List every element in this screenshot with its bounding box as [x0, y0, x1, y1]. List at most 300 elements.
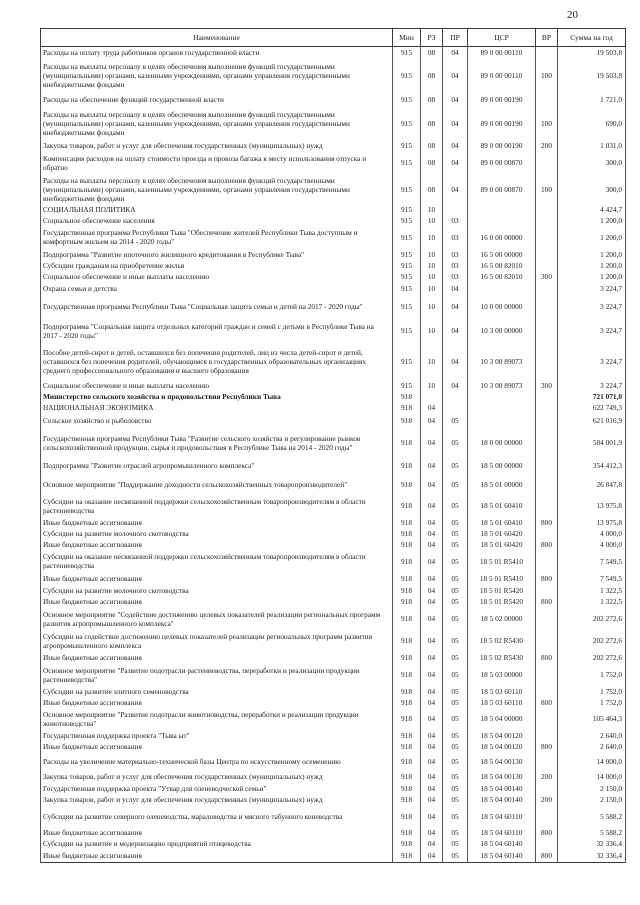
column-header-section: РЗ [421, 29, 443, 47]
cell-target-article: 10 3 00 00000 [468, 319, 536, 343]
cell-name: Государственная программа Республики Тыва "Обеспечение жителей Республики Тыва доступным и комфортным жильем на 2014 - 2020 годы" [41, 226, 393, 249]
cell-name: Субсидии на развитие и модернизацию предприятий птицеводства [41, 838, 393, 849]
table-row [41, 608, 626, 630]
table-row [41, 652, 626, 664]
cell-expense-type: 800 [536, 741, 558, 752]
cell-annual-sum: 354 412,3 [558, 457, 626, 475]
table-row [41, 573, 626, 585]
cell-subsection: 04 [443, 107, 468, 140]
cell-subsection: 05 [443, 573, 468, 585]
column-header-expense-type: ВР [536, 29, 558, 47]
cell-subsection: 05 [443, 413, 468, 429]
cell-annual-sum: 1 200,0 [558, 260, 626, 271]
table-row [41, 539, 626, 550]
cell-annual-sum: 1 200,0 [558, 249, 626, 260]
cell-annual-sum: 14 000,0 [558, 771, 626, 783]
table-row [41, 475, 626, 495]
cell-ministry: 918 [393, 686, 421, 697]
table-row [41, 838, 626, 849]
table-row [41, 783, 626, 794]
cell-expense-type [536, 226, 558, 249]
cell-name: Субсидии на оказание несвязанной поддержки сельскохозяйственным товаропроизводителям в области растениеводства [41, 495, 393, 517]
cell-target-article: 18 5 01 R5410 [468, 550, 536, 573]
table-row [41, 271, 626, 282]
cell-ministry: 918 [393, 402, 421, 413]
cell-ministry: 918 [393, 550, 421, 573]
table-row [41, 771, 626, 783]
cell-target-article: 18 5 01 R5420 [468, 596, 536, 608]
cell-name: Субсидии на содействие достижению целевых показателей реализации региональных программ развития агропромышленного комплекса [41, 630, 393, 652]
cell-subsection: 04 [443, 47, 468, 59]
cell-name: Иные бюджетные ассигнования [41, 573, 393, 585]
cell-section: 04 [421, 573, 443, 585]
cell-section: 04 [421, 402, 443, 413]
cell-target-article: 18 5 04 00140 [468, 794, 536, 806]
cell-expense-type [536, 93, 558, 107]
cell-name: Расходы на выплаты персоналу в целях обеспечения выполнения функций государственными (муниципальными) органами, казенными учреждениями, органами управления государственными внебюджетными фондами [41, 174, 393, 205]
cell-expense-type: 800 [536, 849, 558, 863]
cell-expense-type [536, 152, 558, 174]
cell-section: 04 [421, 697, 443, 708]
table-row [41, 517, 626, 528]
cell-subsection [443, 205, 468, 215]
cell-subsection [443, 402, 468, 413]
cell-expense-type: 800 [536, 827, 558, 838]
cell-section: 04 [421, 608, 443, 630]
cell-section: 10 [421, 226, 443, 249]
cell-name: Иные бюджетные ассигнования [41, 652, 393, 664]
cell-target-article: 18 5 03 60110 [468, 697, 536, 708]
cell-name: Основное мероприятие "Развитие подотрасли животноводства, переработки и реализации продукции животноводства" [41, 708, 393, 730]
cell-section: 04 [421, 429, 443, 457]
cell-annual-sum: 3 224,7 [558, 319, 626, 343]
cell-section: 08 [421, 107, 443, 140]
cell-section: 04 [421, 630, 443, 652]
cell-section: 04 [421, 475, 443, 495]
cell-annual-sum: 19 503,8 [558, 47, 626, 59]
column-header-name: Наименование [41, 29, 393, 47]
budget-table [40, 28, 626, 863]
table-row [41, 585, 626, 596]
cell-ministry: 918 [393, 608, 421, 630]
cell-name: Субсидии на развитие элитного семеноводства [41, 686, 393, 697]
cell-annual-sum: 1 322,5 [558, 596, 626, 608]
cell-ministry: 918 [393, 585, 421, 596]
cell-annual-sum: 1 200,0 [558, 271, 626, 282]
cell-name: Охрана семьи и детства [41, 282, 393, 295]
cell-ministry: 918 [393, 573, 421, 585]
cell-subsection: 05 [443, 528, 468, 539]
cell-expense-type [536, 708, 558, 730]
cell-target-article: 18 5 00 00000 [468, 457, 536, 475]
cell-annual-sum: 2 150,0 [558, 783, 626, 794]
cell-name: Основное мероприятие "Содействие достижению целевых показателей реализации региональных программ развития агропромышленного комплекса" [41, 608, 393, 630]
cell-target-article: 18 5 04 00120 [468, 741, 536, 752]
cell-ministry: 915 [393, 107, 421, 140]
cell-name: Субсидии на развитие молочного скотоводства [41, 585, 393, 596]
column-header-subsection: ПР [443, 29, 468, 47]
cell-target-article [468, 282, 536, 295]
cell-expense-type [536, 295, 558, 319]
cell-annual-sum: 584 001,9 [558, 429, 626, 457]
cell-name: Подпрограмма "Развитие ипотечного жилищного кредитования в Республике Тыва" [41, 249, 393, 260]
cell-name: Министерство сельского хозяйства и продовольствия Республики Тыва [41, 391, 393, 402]
cell-ministry: 918 [393, 741, 421, 752]
cell-subsection: 03 [443, 271, 468, 282]
cell-target-article: 18 5 01 60420 [468, 528, 536, 539]
cell-expense-type: 800 [536, 517, 558, 528]
cell-target-article: 18 5 04 60110 [468, 827, 536, 838]
cell-target-article: 18 5 01 00000 [468, 475, 536, 495]
cell-annual-sum: 721 071,0 [558, 391, 626, 402]
cell-subsection: 05 [443, 838, 468, 849]
cell-annual-sum: 32 336,4 [558, 849, 626, 863]
cell-ministry: 915 [393, 226, 421, 249]
cell-name: Субсидии гражданам на приобретение жилья [41, 260, 393, 271]
table-row [41, 47, 626, 59]
cell-annual-sum: 4 424,7 [558, 205, 626, 215]
cell-subsection [443, 391, 468, 402]
cell-name: Иные бюджетные ассигнования [41, 827, 393, 838]
cell-section: 08 [421, 59, 443, 93]
cell-subsection: 04 [443, 152, 468, 174]
cell-ministry: 918 [393, 708, 421, 730]
cell-section [421, 391, 443, 402]
cell-annual-sum: 13 975,8 [558, 517, 626, 528]
cell-ministry: 918 [393, 806, 421, 827]
cell-subsection: 04 [443, 93, 468, 107]
cell-ministry: 915 [393, 343, 421, 381]
table-row [41, 140, 626, 152]
cell-annual-sum: 32 336,4 [558, 838, 626, 849]
cell-ministry: 918 [393, 771, 421, 783]
cell-target-article: 18 5 01 R5410 [468, 573, 536, 585]
cell-target-article: 18 0 00 00000 [468, 429, 536, 457]
cell-section: 10 [421, 319, 443, 343]
cell-expense-type: 800 [536, 573, 558, 585]
cell-target-article: 18 5 02 R5430 [468, 652, 536, 664]
table-row [41, 226, 626, 249]
cell-name: Компенсация расходов на оплату стоимости проезда и провоза багажа к месту использования отпуска и обратно [41, 152, 393, 174]
cell-section: 04 [421, 708, 443, 730]
cell-target-article: 89 0 00 00110 [468, 59, 536, 93]
cell-target-article: 10 3 00 89073 [468, 381, 536, 391]
cell-subsection: 05 [443, 806, 468, 827]
cell-section: 04 [421, 827, 443, 838]
cell-subsection: 05 [443, 429, 468, 457]
cell-name: Закупка товаров, работ и услуг для обеспечения государственных (муниципальных) нужд [41, 140, 393, 152]
cell-ministry: 918 [393, 457, 421, 475]
cell-target-article [468, 402, 536, 413]
cell-ministry: 918 [393, 849, 421, 863]
cell-subsection: 05 [443, 752, 468, 771]
cell-target-article: 18 5 04 00130 [468, 771, 536, 783]
cell-ministry: 918 [393, 539, 421, 550]
cell-ministry: 915 [393, 319, 421, 343]
cell-section: 04 [421, 596, 443, 608]
cell-section: 04 [421, 539, 443, 550]
cell-target-article: 16 5 00 82010 [468, 260, 536, 271]
cell-annual-sum: 202 272,6 [558, 608, 626, 630]
cell-ministry: 918 [393, 528, 421, 539]
cell-annual-sum: 202 272,6 [558, 652, 626, 664]
table-row [41, 806, 626, 827]
cell-expense-type [536, 608, 558, 630]
cell-expense-type [536, 495, 558, 517]
cell-ministry: 915 [393, 295, 421, 319]
cell-subsection: 05 [443, 585, 468, 596]
table-row [41, 215, 626, 226]
cell-annual-sum: 202 272,6 [558, 630, 626, 652]
cell-target-article [468, 391, 536, 402]
cell-expense-type: 300 [536, 381, 558, 391]
cell-target-article [468, 215, 536, 226]
table-row [41, 827, 626, 838]
cell-subsection: 04 [443, 295, 468, 319]
cell-expense-type [536, 402, 558, 413]
cell-subsection: 05 [443, 550, 468, 573]
cell-section: 10 [421, 381, 443, 391]
cell-ministry: 918 [393, 391, 421, 402]
cell-name: Закупка товаров, работ и услуг для обеспечения государственных (муниципальных) нужд [41, 794, 393, 806]
cell-section: 08 [421, 140, 443, 152]
cell-section: 04 [421, 838, 443, 849]
cell-expense-type: 800 [536, 539, 558, 550]
cell-target-article: 18 5 01 60410 [468, 517, 536, 528]
cell-subsection: 05 [443, 596, 468, 608]
cell-target-article: 89 0 00 00870 [468, 174, 536, 205]
cell-annual-sum: 2 150,0 [558, 794, 626, 806]
cell-annual-sum: 5 588,2 [558, 806, 626, 827]
cell-section: 04 [421, 550, 443, 573]
cell-annual-sum: 1 752,0 [558, 697, 626, 708]
cell-section: 04 [421, 517, 443, 528]
cell-ministry: 915 [393, 215, 421, 226]
cell-subsection: 05 [443, 475, 468, 495]
cell-subsection: 05 [443, 630, 468, 652]
cell-section: 04 [421, 741, 443, 752]
table-row [41, 282, 626, 295]
cell-name: Субсидии на развитие молочного скотоводства [41, 528, 393, 539]
cell-ministry: 918 [393, 517, 421, 528]
cell-target-article: 18 5 03 00000 [468, 664, 536, 686]
cell-expense-type [536, 585, 558, 596]
cell-section: 10 [421, 343, 443, 381]
cell-annual-sum: 1 752,0 [558, 686, 626, 697]
cell-target-article: 18 5 01 R5420 [468, 585, 536, 596]
cell-expense-type: 800 [536, 652, 558, 664]
table-row [41, 429, 626, 457]
cell-expense-type: 800 [536, 596, 558, 608]
cell-subsection: 05 [443, 495, 468, 517]
table-row [41, 752, 626, 771]
cell-expense-type [536, 429, 558, 457]
cell-annual-sum: 4 000,0 [558, 539, 626, 550]
cell-ministry: 918 [393, 652, 421, 664]
cell-target-article: 18 5 04 60110 [468, 806, 536, 827]
cell-name: Иные бюджетные ассигнования [41, 741, 393, 752]
table-row [41, 697, 626, 708]
cell-ministry: 918 [393, 413, 421, 429]
cell-target-article: 16 5 00 00000 [468, 249, 536, 260]
cell-annual-sum: 7 549,5 [558, 573, 626, 585]
cell-expense-type [536, 249, 558, 260]
cell-name: Социальное обеспечение населения [41, 215, 393, 226]
cell-expense-type [536, 664, 558, 686]
cell-annual-sum: 1 031,0 [558, 140, 626, 152]
cell-name: Расходы на оплату труда работников органов государственной власти [41, 47, 393, 59]
cell-ministry: 915 [393, 47, 421, 59]
cell-target-article: 16 5 00 82010 [468, 271, 536, 282]
cell-ministry: 915 [393, 260, 421, 271]
cell-ministry: 915 [393, 205, 421, 215]
cell-expense-type [536, 47, 558, 59]
cell-target-article: 18 5 04 00000 [468, 708, 536, 730]
cell-expense-type: 300 [536, 271, 558, 282]
cell-target-article: 18 5 04 00120 [468, 730, 536, 741]
cell-target-article: 89 0 00 00190 [468, 140, 536, 152]
cell-expense-type [536, 528, 558, 539]
table-row [41, 295, 626, 319]
page-number: 20 [567, 9, 578, 21]
cell-section: 04 [421, 686, 443, 697]
cell-subsection: 04 [443, 343, 468, 381]
cell-name: Субсидии на развитие северного оленеводства, мараловодства и мясного табунного коневодства [41, 806, 393, 827]
cell-name: НАЦИОНАЛЬНАЯ ЭКОНОМИКА [41, 402, 393, 413]
table-row [41, 260, 626, 271]
cell-expense-type [536, 260, 558, 271]
cell-expense-type [536, 343, 558, 381]
cell-expense-type [536, 215, 558, 226]
cell-ministry: 915 [393, 93, 421, 107]
cell-expense-type: 200 [536, 794, 558, 806]
cell-section: 04 [421, 585, 443, 596]
cell-section: 10 [421, 215, 443, 226]
cell-expense-type [536, 783, 558, 794]
cell-section: 04 [421, 794, 443, 806]
cell-annual-sum: 19 503,8 [558, 59, 626, 93]
cell-target-article: 18 5 02 R5430 [468, 630, 536, 652]
cell-section: 04 [421, 730, 443, 741]
cell-name: Пособие детей-сирот и детей, оставшихся без попечения родителей, лиц из числа детей-сирот и детей, оставшихся без попечения родителей, обучающимся в государственных образовательных организациях среднего профессионального образования и высшего образования [41, 343, 393, 381]
cell-section: 08 [421, 174, 443, 205]
cell-name: Государственная поддержка проекта "Утвар для оленеводческой семьи" [41, 783, 393, 794]
cell-subsection: 03 [443, 226, 468, 249]
cell-ministry: 918 [393, 697, 421, 708]
cell-name: Подпрограмма "Социальная защита отдельных категорий граждан и семей с детьми в Республике Тыва на 2017 - 2020 годы" [41, 319, 393, 343]
cell-name: Расходы на обеспечение функций государственной власти [41, 93, 393, 107]
cell-subsection: 04 [443, 319, 468, 343]
cell-expense-type [536, 457, 558, 475]
cell-annual-sum: 13 975,8 [558, 495, 626, 517]
cell-subsection: 04 [443, 174, 468, 205]
cell-target-article: 18 5 04 00140 [468, 783, 536, 794]
column-header-annual-sum: Сумма на год [558, 29, 626, 47]
cell-ministry: 918 [393, 475, 421, 495]
cell-expense-type [536, 838, 558, 849]
cell-subsection: 04 [443, 282, 468, 295]
cell-subsection: 05 [443, 697, 468, 708]
cell-name: Расходы на выплаты персоналу в целях обеспечения выполнения функций государственными (муниципальными) органами, казенными учреждениями, органами управления государственными внебюджетными фондами [41, 59, 393, 93]
cell-annual-sum: 1 752,0 [558, 664, 626, 686]
table-row [41, 741, 626, 752]
table-row [41, 596, 626, 608]
cell-expense-type [536, 205, 558, 215]
cell-annual-sum: 300,0 [558, 152, 626, 174]
cell-expense-type [536, 806, 558, 827]
table-row [41, 343, 626, 381]
cell-name: Социальное обеспечение и иные выплаты населению [41, 271, 393, 282]
table-row [41, 152, 626, 174]
cell-annual-sum: 26 847,8 [558, 475, 626, 495]
cell-expense-type [536, 730, 558, 741]
cell-expense-type [536, 752, 558, 771]
table-row [41, 59, 626, 93]
cell-target-article: 18 5 04 00130 [468, 752, 536, 771]
cell-name: Государственная поддержка проекта "Тыва ыт" [41, 730, 393, 741]
cell-annual-sum: 3 224,7 [558, 295, 626, 319]
cell-ministry: 918 [393, 596, 421, 608]
cell-annual-sum: 621 016,9 [558, 413, 626, 429]
cell-name: Государственная программа Республики Тыва "Социальная защита семьи и детей на 2017 - 2020 годы" [41, 295, 393, 319]
cell-annual-sum: 7 549,5 [558, 550, 626, 573]
column-header-ministry: Мин [393, 29, 421, 47]
cell-annual-sum: 3 224,7 [558, 381, 626, 391]
cell-subsection: 05 [443, 539, 468, 550]
cell-name: Иные бюджетные ассигнования [41, 596, 393, 608]
cell-target-article: 10 3 00 89073 [468, 343, 536, 381]
cell-annual-sum: 622 749,3 [558, 402, 626, 413]
cell-name: Расходы на выплаты персоналу в целях обеспечения выполнения функций государственными (муниципальными) органами, казенными учреждениями, органами управления государственными внебюджетными фондами [41, 107, 393, 140]
cell-annual-sum: 4 000,0 [558, 528, 626, 539]
table-row [41, 794, 626, 806]
cell-subsection: 05 [443, 827, 468, 838]
table-row [41, 107, 626, 140]
cell-target-article [468, 413, 536, 429]
table-row [41, 664, 626, 686]
cell-ministry: 918 [393, 794, 421, 806]
cell-section: 10 [421, 282, 443, 295]
cell-subsection: 04 [443, 140, 468, 152]
cell-annual-sum: 1 200,0 [558, 215, 626, 226]
cell-ministry: 918 [393, 630, 421, 652]
cell-subsection: 03 [443, 249, 468, 260]
table-row [41, 381, 626, 391]
table-row [41, 730, 626, 741]
cell-subsection: 04 [443, 381, 468, 391]
cell-name: Иные бюджетные ассигнования [41, 849, 393, 863]
header-row [41, 29, 626, 47]
cell-name: Иные бюджетные ассигнования [41, 539, 393, 550]
cell-ministry: 918 [393, 752, 421, 771]
cell-name: Закупка товаров, работ и услуг для обеспечения государственных (муниципальных) нужд [41, 771, 393, 783]
cell-section: 10 [421, 205, 443, 215]
cell-subsection: 05 [443, 708, 468, 730]
cell-subsection: 05 [443, 686, 468, 697]
cell-annual-sum: 3 224,7 [558, 282, 626, 295]
cell-target-article: 18 5 04 60140 [468, 849, 536, 863]
cell-ministry: 915 [393, 174, 421, 205]
cell-ministry: 918 [393, 495, 421, 517]
cell-section: 04 [421, 806, 443, 827]
cell-name: Основное мероприятие "Поддержание доходности сельскохозяйственных товаропроизводителей" [41, 475, 393, 495]
table-row [41, 495, 626, 517]
cell-name: Государственная программа Республики Тыва "Развитие сельского хозяйства и регулирование рынков сельскохозяйственной продукции, сырья и продовольствия в Республике Тыва на 2014 - 2020 годы" [41, 429, 393, 457]
cell-section: 04 [421, 528, 443, 539]
cell-subsection: 05 [443, 652, 468, 664]
cell-annual-sum: 690,0 [558, 107, 626, 140]
cell-ministry: 915 [393, 282, 421, 295]
